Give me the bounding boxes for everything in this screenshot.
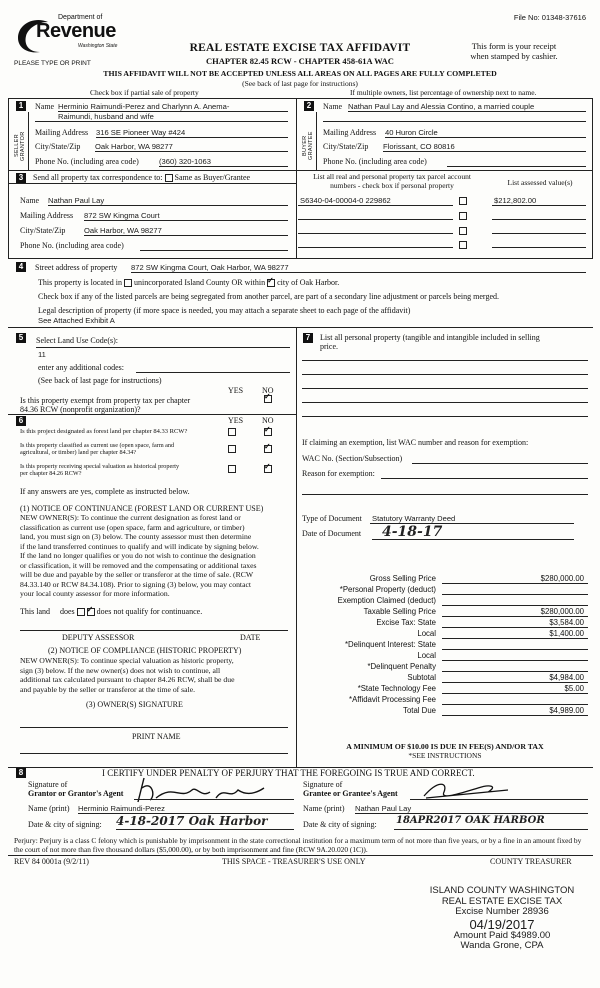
wac-label: WAC No. (Section/Subsection) <box>302 454 403 463</box>
calc-row <box>302 706 588 717</box>
qualify-row: This land does ✓ does not qualify for continuance. <box>20 607 202 616</box>
calc-row-value[interactable]: $3,584.00 <box>549 618 584 627</box>
section-4-badge: 4 <box>16 262 26 272</box>
notice-compliance-title: (2) NOTICE OF COMPLIANCE (HISTORIC PROPERTY) <box>48 646 242 655</box>
corr-mail-label: Mailing Address <box>20 211 74 220</box>
logo-state: Washington State <box>78 43 118 49</box>
calc-row-label: Excise Tax: State <box>376 618 436 627</box>
calc-row <box>302 629 588 640</box>
legal-description-value[interactable]: See Attached Exhibit A <box>38 316 115 325</box>
corr-phone-label: Phone No. (including area code) <box>20 241 124 250</box>
partial-sale-label: Check box if partial sale of property <box>90 88 199 97</box>
calc-row <box>302 596 588 607</box>
seller-city-value[interactable]: Oak Harbor, WA 98277 <box>95 142 173 151</box>
if-yes-note: If any answers are yes, complete as instructed below. <box>20 487 190 496</box>
warning-text: THIS AFFIDAVIT WILL NOT BE ACCEPTED UNLESS ALL AREAS ON ALL PAGES ARE FULLY COMPLETED <box>103 69 497 78</box>
calc-row <box>302 684 588 695</box>
seller-grantor-label: SELLER GRANTOR <box>14 131 26 161</box>
calc-row <box>302 673 588 684</box>
forest-land-question: Is this project designated as forest land per chapter 84.33 RCW? <box>20 428 188 435</box>
parcel-4-personal-checkbox[interactable] <box>459 241 467 249</box>
minimum-fee-note: A MINIMUM OF $10.00 IS DUE IN FEE(S) AND/OR TAX <box>346 742 544 751</box>
exemption-label: If claiming an exemption, list WAC number and reason for exemption: <box>302 438 529 447</box>
seller-name-label: Name <box>35 102 55 111</box>
seller-name-line2[interactable]: Raimundi, husband and wife <box>58 112 154 121</box>
doc-date-value[interactable]: 4-18-17 <box>382 524 443 540</box>
deputy-assessor-label: DEPUTY ASSESSOR <box>62 633 135 642</box>
historic-no-checkbox[interactable] <box>264 465 272 473</box>
calc-row-value[interactable]: $280,000.00 <box>540 574 584 583</box>
s6-no-header: NO <box>262 416 274 425</box>
calc-row-label: *Personal Property (deduct) <box>339 585 436 594</box>
doc-type-label: Type of Document <box>302 514 362 523</box>
buyer-name-label: Name <box>323 102 343 111</box>
grantee-date-value[interactable]: 18APR2017 OAK HARBOR <box>396 815 545 826</box>
additional-codes-label: enter any additional codes: <box>38 363 124 372</box>
calc-row-label: Taxable Selling Price <box>363 607 436 616</box>
historic-question: Is this property receiving special valuation as historical property per chapter 84.26 RCW? <box>20 463 180 477</box>
land-use-see-back: (See back of last page for instructions) <box>38 376 162 385</box>
grantor-name-value[interactable]: Herminio Raimundi-Perez <box>78 804 165 813</box>
print-name-label: PRINT NAME <box>132 732 181 741</box>
notice-compliance-body: NEW OWNER(S): To continue special valuation as historic property, sign (3) below. If the new owner(s) does not wish to continue, all additional tax calculated pursuant to chapter 84.26 RCW, shall be due and payable by the seller or transferor at the time of sale. <box>20 656 235 694</box>
section-3-badge: 3 <box>16 173 26 183</box>
buyer-city-label: City/State/Zip <box>323 142 369 151</box>
s6-yes-header: YES <box>228 416 244 425</box>
corr-name-value[interactable]: Nathan Paul Lay <box>48 196 105 205</box>
corr-name-label: Name <box>20 196 40 205</box>
tax-correspondence-header: Send all property tax correspondence to: Same as Buyer/Grantee <box>33 173 251 182</box>
buyer-mail-label: Mailing Address <box>323 128 377 137</box>
perjury-notice: Perjury: Perjury is a class C felony which is punishable by imprisonment in the state correctional institution for a maximum term of not more than five years, or by a fine in an amount fixed by the court of not more than five thousand dollars ($5,000.00), or by both imprisonment and fine (RCW 9A.20.020 (1C)). <box>14 836 582 854</box>
personal-property-header: List all personal property (tangible and intangible included in selling price. <box>320 333 540 351</box>
seller-mail-value[interactable]: 316 SE Pioneer Way #424 <box>96 128 186 137</box>
parcel-header: List all real and personal property tax parcel account numbers - check box if personal property <box>313 172 471 190</box>
calc-row-value[interactable]: $4,989.00 <box>549 706 584 715</box>
reason-label: Reason for exemption: <box>302 469 375 478</box>
buyer-phone-label: Phone No. (including area code) <box>323 157 427 166</box>
grantor-signature-label: Signature of Grantor or Grantor's Agent <box>28 780 124 798</box>
section-8-badge: 8 <box>16 768 26 778</box>
calc-row-label: *Delinquent Interest: State <box>344 640 436 649</box>
seller-name-line1[interactable]: Herminio Raimundi-Perez and Charlynn A. Anema- <box>58 102 230 111</box>
calc-row-value[interactable]: $280,000.00 <box>540 607 584 616</box>
receipt-note: This form is your receipt when stamped by cashier. <box>470 41 558 61</box>
current-use-question: Is this property classified as current use (open space, farm and agricultural, or timber) land per chapter 84.34? <box>20 442 175 456</box>
parcel-1-personal-checkbox[interactable] <box>459 197 467 205</box>
section-7-badge: 7 <box>303 333 313 343</box>
calc-row <box>302 618 588 629</box>
historic-yes-checkbox[interactable] <box>228 465 236 473</box>
calc-row-label: Local <box>417 651 436 660</box>
grantor-date-label: Date & city of signing: <box>28 820 102 829</box>
multiple-owners-note: If multiple owners, list percentage of ownership next to name. <box>350 88 537 97</box>
seller-phone-label: Phone No. (including area code) <box>35 157 139 166</box>
buyer-mail-value[interactable]: 40 Huron Circle <box>385 128 438 137</box>
seller-phone-value[interactable]: (360) 320-1063 <box>159 157 211 166</box>
calc-row-label: Subtotal <box>407 673 436 682</box>
s5-no-header: NO <box>262 386 274 395</box>
notice-continuance-title: (1) NOTICE OF CONTINUANCE (FOREST LAND OR CURRENT USE) <box>20 504 264 513</box>
section-2-badge: 2 <box>304 101 314 111</box>
county-treasurer-label: COUNTY TREASURER <box>490 857 572 866</box>
see-instructions-note: *SEE INSTRUCTIONS <box>408 751 482 760</box>
calc-row <box>302 662 588 673</box>
calc-row-label: *Delinquent Penalty <box>367 662 436 671</box>
street-address-label: Street address of property <box>35 263 118 272</box>
seller-city-label: City/State/Zip <box>35 142 81 151</box>
buyer-grantee-label: BUYER GRANTEE <box>302 131 314 161</box>
form-title: REAL ESTATE EXCISE TAX AFFIDAVIT <box>189 42 411 54</box>
form-revision: REV 84 0001a (9/2/11) <box>14 857 89 866</box>
calc-row <box>302 695 588 706</box>
corr-mail-value[interactable]: 872 SW Kingma Court <box>84 211 160 220</box>
grantee-date-label: Date & city of signing: <box>303 820 377 829</box>
buyer-city-value[interactable]: Florissant, CO 80816 <box>383 142 455 151</box>
calc-row-value[interactable]: $1,400.00 <box>549 629 584 638</box>
calc-row <box>302 574 588 585</box>
logo-name: Revenue <box>36 20 116 42</box>
within-city-checkbox[interactable] <box>267 279 275 287</box>
calc-row <box>302 651 588 662</box>
tax-calculation-table <box>302 574 588 717</box>
treasurer-stamp: ISLAND COUNTY WASHINGTON REAL ESTATE EXCISE TAX Excise Number 28936 04/19/2017 Amount Paid $4989.00 Wanda Grone, CPA <box>429 885 575 951</box>
calc-row <box>302 585 588 596</box>
forest-yes-checkbox[interactable] <box>228 428 236 436</box>
certify-statement: I CERTIFY UNDER PENALTY OF PERJURY THAT THE FOREGOING IS TRUE AND CORRECT. <box>102 768 475 778</box>
file-number: File No: 01348-37616 <box>513 13 586 22</box>
treasurer-space-label: THIS SPACE - TREASURER'S USE ONLY <box>222 857 366 866</box>
segregated-row: Check box if any of the listed parcels are being segregated from another parcel, are part of a secondary line adjustment or parcels being merged. <box>38 292 499 301</box>
calc-row <box>302 607 588 618</box>
calc-row-value[interactable]: $5.00 <box>564 684 584 693</box>
doc-date-label: Date of Document <box>302 529 362 538</box>
assessor-date-label: DATE <box>240 633 261 642</box>
section-6-badge: 6 <box>16 416 26 426</box>
see-back-note: (See back of last page for instructions) <box>242 79 358 88</box>
unincorporated-checkbox[interactable] <box>124 279 132 287</box>
street-address-value[interactable]: 872 SW Kingma Court, Oak Harbor, WA 98277 <box>131 263 289 272</box>
grantee-name-label: Name (print) <box>303 804 345 813</box>
calc-row-label: Gross Selling Price <box>369 574 436 583</box>
parcel-3-personal-checkbox[interactable] <box>459 227 467 235</box>
notice-continuance-body: NEW OWNER(S): To continue the current designation as forest land or classification as current use (open space, farm and agriculture, or timber) land, you must sign on (3) below. The county assessor must then determine if the land transferred continues to qualify and will indicate by signing below. If the land no longer qualifies or you do not wish to continue the designation or classification, it will be removed and the compensating or additional taxes will be due and payable by the seller or transferor at the time of sale. (RCW 84.33.140 or RCW 84.34.108). Prior to signing (3) below, you may contact your local county assessor for more information. <box>20 513 259 598</box>
calc-row-label: *State Technology Fee <box>357 684 436 693</box>
owner-signature-label: (3) OWNER(S) SIGNATURE <box>86 700 183 709</box>
grantor-name-label: Name (print) <box>28 804 70 813</box>
section-1-badge: 1 <box>16 101 26 111</box>
grantee-signature-label: Signature of Grantee or Grantee's Agent <box>303 780 398 798</box>
calc-row-label: Exemption Claimed (deduct) <box>337 596 436 605</box>
form-subtitle: CHAPTER 82.45 RCW - CHAPTER 458-61A WAC <box>206 56 394 66</box>
buyer-name-value[interactable]: Nathan Paul Lay and Alessia Contino, a married couple <box>348 102 535 111</box>
same-as-buyer-checkbox[interactable] <box>165 174 173 182</box>
land-use-code[interactable]: 11 <box>38 350 46 359</box>
assessed-header: List assessed value(s) <box>507 178 573 187</box>
does-not-qualify-checkbox[interactable] <box>87 608 95 616</box>
s5-yes-header: YES <box>228 386 244 395</box>
exempt-question: Is this property exempt from property tax per chapter 84.36 RCW (nonprofit organization)? <box>20 396 191 414</box>
grantor-date-value[interactable]: 4-18-2017 Oak Harbor <box>116 814 268 828</box>
corr-city-value[interactable]: Oak Harbor, WA 98277 <box>84 226 162 235</box>
doc-type-value[interactable]: Statutory Warranty Deed <box>372 514 456 523</box>
calc-row-label: *Affidavit Processing Fee <box>349 695 436 704</box>
legal-description-label: Legal description of property (if more space is needed, you may attach a separate sheet to each page of the affidavit) <box>38 306 411 315</box>
current-use-yes-checkbox[interactable] <box>228 445 236 453</box>
please-type: PLEASE TYPE OR PRINT <box>14 60 91 67</box>
calc-row <box>302 640 588 651</box>
logo-dept: Department of <box>58 14 103 21</box>
calc-row-label: Local <box>417 629 436 638</box>
calc-row-value[interactable]: $4,984.00 <box>549 673 584 682</box>
forest-no-checkbox[interactable] <box>264 428 272 436</box>
calc-row-label: Total Due <box>403 706 436 715</box>
assessed-value-1[interactable]: $212,802.00 <box>494 196 537 205</box>
seller-mail-label: Mailing Address <box>35 128 89 137</box>
grantee-name-value[interactable]: Nathan Paul Lay <box>355 804 412 813</box>
land-use-label: Select Land Use Code(s): <box>36 336 118 345</box>
section-5-badge: 5 <box>16 333 26 343</box>
parcel-number-1[interactable]: S6340-04-00004-0 229862 <box>300 196 391 205</box>
located-in-row: This property is located in unincorporated Island County OR within ✓ city of Oak Harbor. <box>38 278 339 287</box>
corr-city-label: City/State/Zip <box>20 226 66 235</box>
does-qualify-checkbox[interactable] <box>77 608 85 616</box>
current-use-no-checkbox[interactable] <box>264 445 272 453</box>
exempt-no-checkbox[interactable] <box>264 395 272 403</box>
parcel-2-personal-checkbox[interactable] <box>459 212 467 220</box>
